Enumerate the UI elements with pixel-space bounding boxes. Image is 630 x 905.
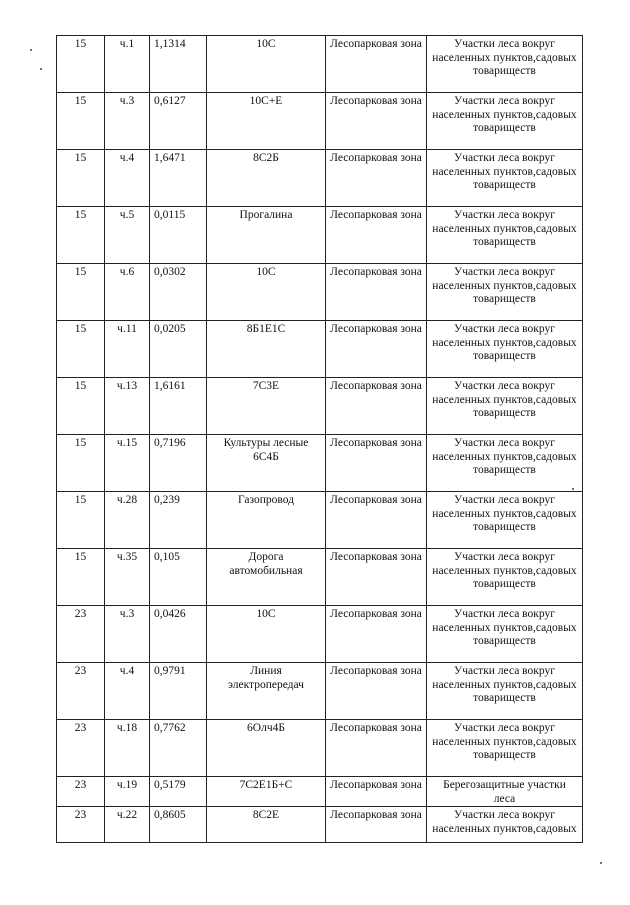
composition-cell: 8С2Б [207,150,326,207]
vydel-cell: ч.22 [105,807,150,843]
vydel-cell: ч.4 [105,150,150,207]
area-cell: 0,0115 [150,207,207,264]
zone-cell: Лесопарковая зона [326,807,427,843]
area-cell: 0,5179 [150,777,207,807]
area-cell: 1,1314 [150,36,207,93]
scan-speck [40,68,42,70]
vydel-cell: ч.5 [105,207,150,264]
composition-cell: 10С [207,36,326,93]
kvartal-cell: 15 [57,150,105,207]
kvartal-cell: 23 [57,777,105,807]
composition-cell: 6Олч4Б [207,720,326,777]
composition-cell: 8С2Е [207,807,326,843]
area-cell: 0,7762 [150,720,207,777]
category-cell: Участки леса вокруг населенных пунктов,садовых товариществ [427,606,583,663]
composition-cell: Линия электропередач [207,663,326,720]
composition-cell: 10С [207,606,326,663]
category-cell: Участки леса вокруг населенных пунктов,садовых товариществ [427,549,583,606]
zone-cell: Лесопарковая зона [326,492,427,549]
zone-cell: Лесопарковая зона [326,321,427,378]
kvartal-cell: 15 [57,378,105,435]
zone-cell: Лесопарковая зона [326,435,427,492]
zone-cell: Лесопарковая зона [326,378,427,435]
category-cell: Участки леса вокруг населенных пунктов,садовых товариществ [427,321,583,378]
forest-plots-table [56,35,583,843]
scan-speck [600,862,602,864]
category-cell: Участки леса вокруг населенных пунктов,садовых товариществ [427,36,583,93]
composition-cell: Дорога автомобильная [207,549,326,606]
area-cell: 0,9791 [150,663,207,720]
zone-cell: Лесопарковая зона [326,777,427,807]
area-cell: 0,8605 [150,807,207,843]
table-row [57,264,583,321]
table-row [57,549,583,606]
vydel-cell: ч.35 [105,549,150,606]
table-row [57,207,583,264]
table-row [57,663,583,720]
table-row [57,36,583,93]
kvartal-cell: 23 [57,807,105,843]
table-row [57,720,583,777]
vydel-cell: ч.28 [105,492,150,549]
zone-cell: Лесопарковая зона [326,93,427,150]
area-cell: 0,7196 [150,435,207,492]
composition-cell: Культуры лесные 6С4Б [207,435,326,492]
category-cell: Участки леса вокруг населенных пунктов,садовых товариществ [427,93,583,150]
kvartal-cell: 15 [57,321,105,378]
scan-speck [30,49,32,51]
vydel-cell: ч.3 [105,606,150,663]
area-cell: 0,0205 [150,321,207,378]
kvartal-cell: 23 [57,720,105,777]
area-cell: 1,6471 [150,150,207,207]
composition-cell: 10С+Е [207,93,326,150]
category-cell: Участки леса вокруг населенных пунктов,садовых товариществ [427,378,583,435]
area-cell: 0,239 [150,492,207,549]
composition-cell: 7С2Е1Б+С [207,777,326,807]
vydel-cell: ч.1 [105,36,150,93]
composition-cell: 7С3Е [207,378,326,435]
vydel-cell: ч.3 [105,93,150,150]
category-cell: Участки леса вокруг населенных пунктов,садовых товариществ [427,663,583,720]
table-row [57,378,583,435]
category-cell: Участки леса вокруг населенных пунктов,садовых товариществ [427,492,583,549]
composition-cell: Газопровод [207,492,326,549]
zone-cell: Лесопарковая зона [326,720,427,777]
zone-cell: Лесопарковая зона [326,663,427,720]
vydel-cell: ч.4 [105,663,150,720]
zone-cell: Лесопарковая зона [326,549,427,606]
table-row [57,435,583,492]
zone-cell: Лесопарковая зона [326,606,427,663]
category-cell: Участки леса вокруг населенных пунктов,садовых товариществ [427,150,583,207]
composition-cell: 10С [207,264,326,321]
kvartal-cell: 15 [57,264,105,321]
category-cell: Участки леса вокруг населенных пунктов,садовых товариществ [427,435,583,492]
kvartal-cell: 23 [57,606,105,663]
kvartal-cell: 15 [57,93,105,150]
zone-cell: Лесопарковая зона [326,150,427,207]
table-row [57,321,583,378]
category-cell: Участки леса вокруг населенных пунктов,садовых товариществ [427,720,583,777]
table-row [57,93,583,150]
category-cell: Участки леса вокруг населенных пунктов,садовых [427,807,583,843]
vydel-cell: ч.19 [105,777,150,807]
table-row [57,807,583,843]
table-row [57,777,583,807]
kvartal-cell: 15 [57,207,105,264]
vydel-cell: ч.15 [105,435,150,492]
vydel-cell: ч.11 [105,321,150,378]
area-cell: 1,6161 [150,378,207,435]
area-cell: 0,105 [150,549,207,606]
zone-cell: Лесопарковая зона [326,36,427,93]
kvartal-cell: 15 [57,492,105,549]
category-cell: Берегозащитные участки леса [427,777,583,807]
kvartal-cell: 23 [57,663,105,720]
category-cell: Участки леса вокруг населенных пунктов,садовых товариществ [427,207,583,264]
composition-cell: 8Б1Е1С [207,321,326,378]
table-row [57,606,583,663]
table-row [57,492,583,549]
composition-cell: Прогалина [207,207,326,264]
vydel-cell: ч.18 [105,720,150,777]
area-cell: 0,0426 [150,606,207,663]
category-cell: Участки леса вокруг населенных пунктов,садовых товариществ [427,264,583,321]
kvartal-cell: 15 [57,549,105,606]
kvartal-cell: 15 [57,435,105,492]
zone-cell: Лесопарковая зона [326,264,427,321]
vydel-cell: ч.6 [105,264,150,321]
vydel-cell: ч.13 [105,378,150,435]
table-body [57,36,583,843]
zone-cell: Лесопарковая зона [326,207,427,264]
kvartal-cell: 15 [57,36,105,93]
table-row [57,150,583,207]
area-cell: 0,6127 [150,93,207,150]
area-cell: 0,0302 [150,264,207,321]
